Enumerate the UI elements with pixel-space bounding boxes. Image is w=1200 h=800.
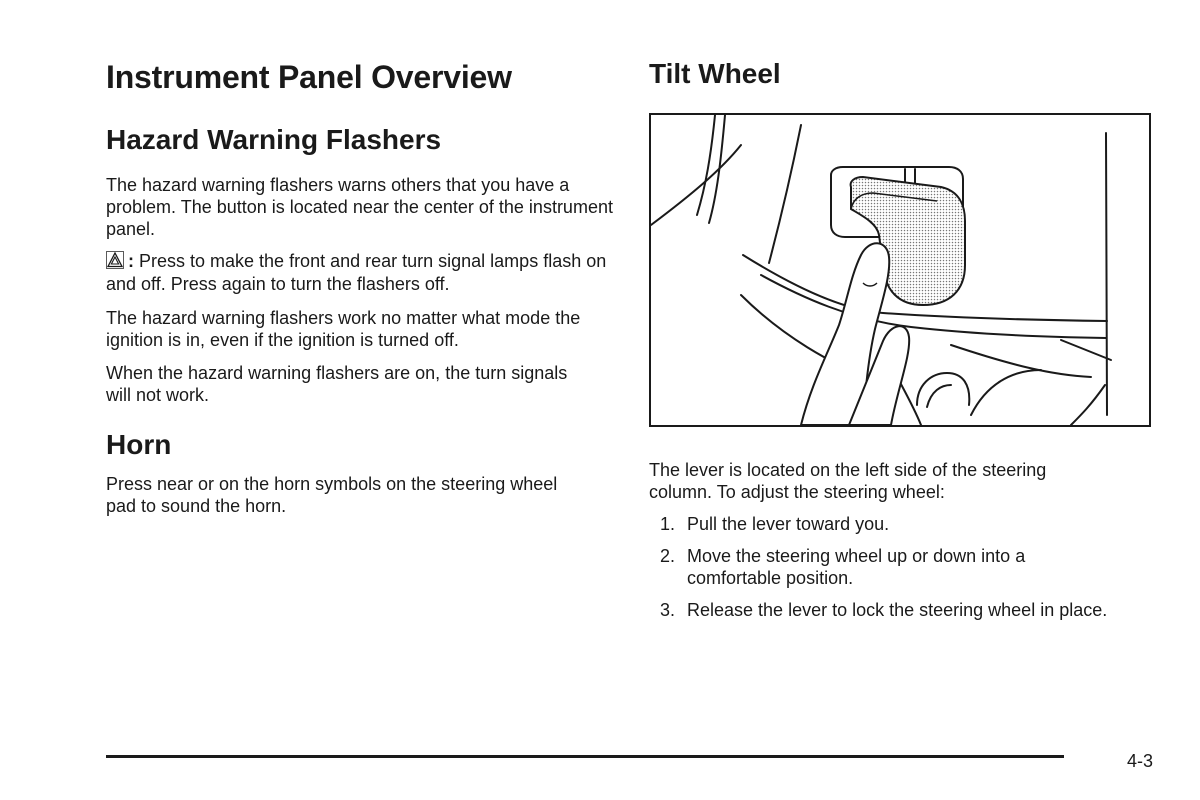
footer-rule: [106, 755, 1064, 758]
tilt-wheel-heading: Tilt Wheel: [649, 58, 781, 89]
left-column: [106, 52, 621, 517]
tilt-lever-paragraph: The lever is located on the left side of the steering column. To adjust the steering wheel:: [649, 460, 1047, 502]
horn-heading: Horn: [106, 429, 172, 460]
tilt-wheel-illustration: [649, 113, 1151, 427]
step-text: Move the steering wheel up or down into a comfortable position.: [687, 546, 1026, 588]
page-number: 4-3: [1127, 751, 1154, 771]
list-item: [649, 599, 1154, 621]
step-text: Pull the lever toward you.: [687, 514, 890, 534]
step-number: 2.: [660, 546, 676, 566]
step-number: 3.: [660, 600, 676, 620]
hazard-triangle-icon: [106, 251, 124, 269]
hazard-symbol-text: Press to make the front and rear turn signal lamps flash on and off. Press again to turn the flashers off.: [106, 251, 607, 294]
hazard-intro-paragraph: The hazard warning flashers warns others that you have a problem. The button is located near the center of the instrument panel.: [106, 175, 613, 239]
tilt-steps-list: [649, 513, 1154, 621]
list-item: [649, 545, 1154, 589]
hazard-work-paragraph: The hazard warning flashers work no matter what mode the ignition is in, even if the ignition is turned off.: [106, 308, 581, 350]
right-column: [649, 52, 1154, 631]
step-number: 1.: [660, 514, 676, 534]
hazard-when-paragraph: When the hazard warning flashers are on, the turn signals will not work.: [106, 363, 568, 405]
page-title: Instrument Panel Overview: [106, 59, 512, 95]
hazard-heading: Hazard Warning Flashers: [106, 124, 442, 155]
step-text: Release the lever to lock the steering wheel in place.: [687, 600, 1108, 620]
hazard-symbol-paragraph: [106, 250, 616, 296]
list-item: [649, 513, 1154, 535]
hazard-symbol-colon: :: [128, 251, 134, 271]
tilt-lever-drawing: [651, 115, 1149, 425]
horn-paragraph: Press near or on the horn symbols on the steering wheel pad to sound the horn.: [106, 474, 558, 516]
